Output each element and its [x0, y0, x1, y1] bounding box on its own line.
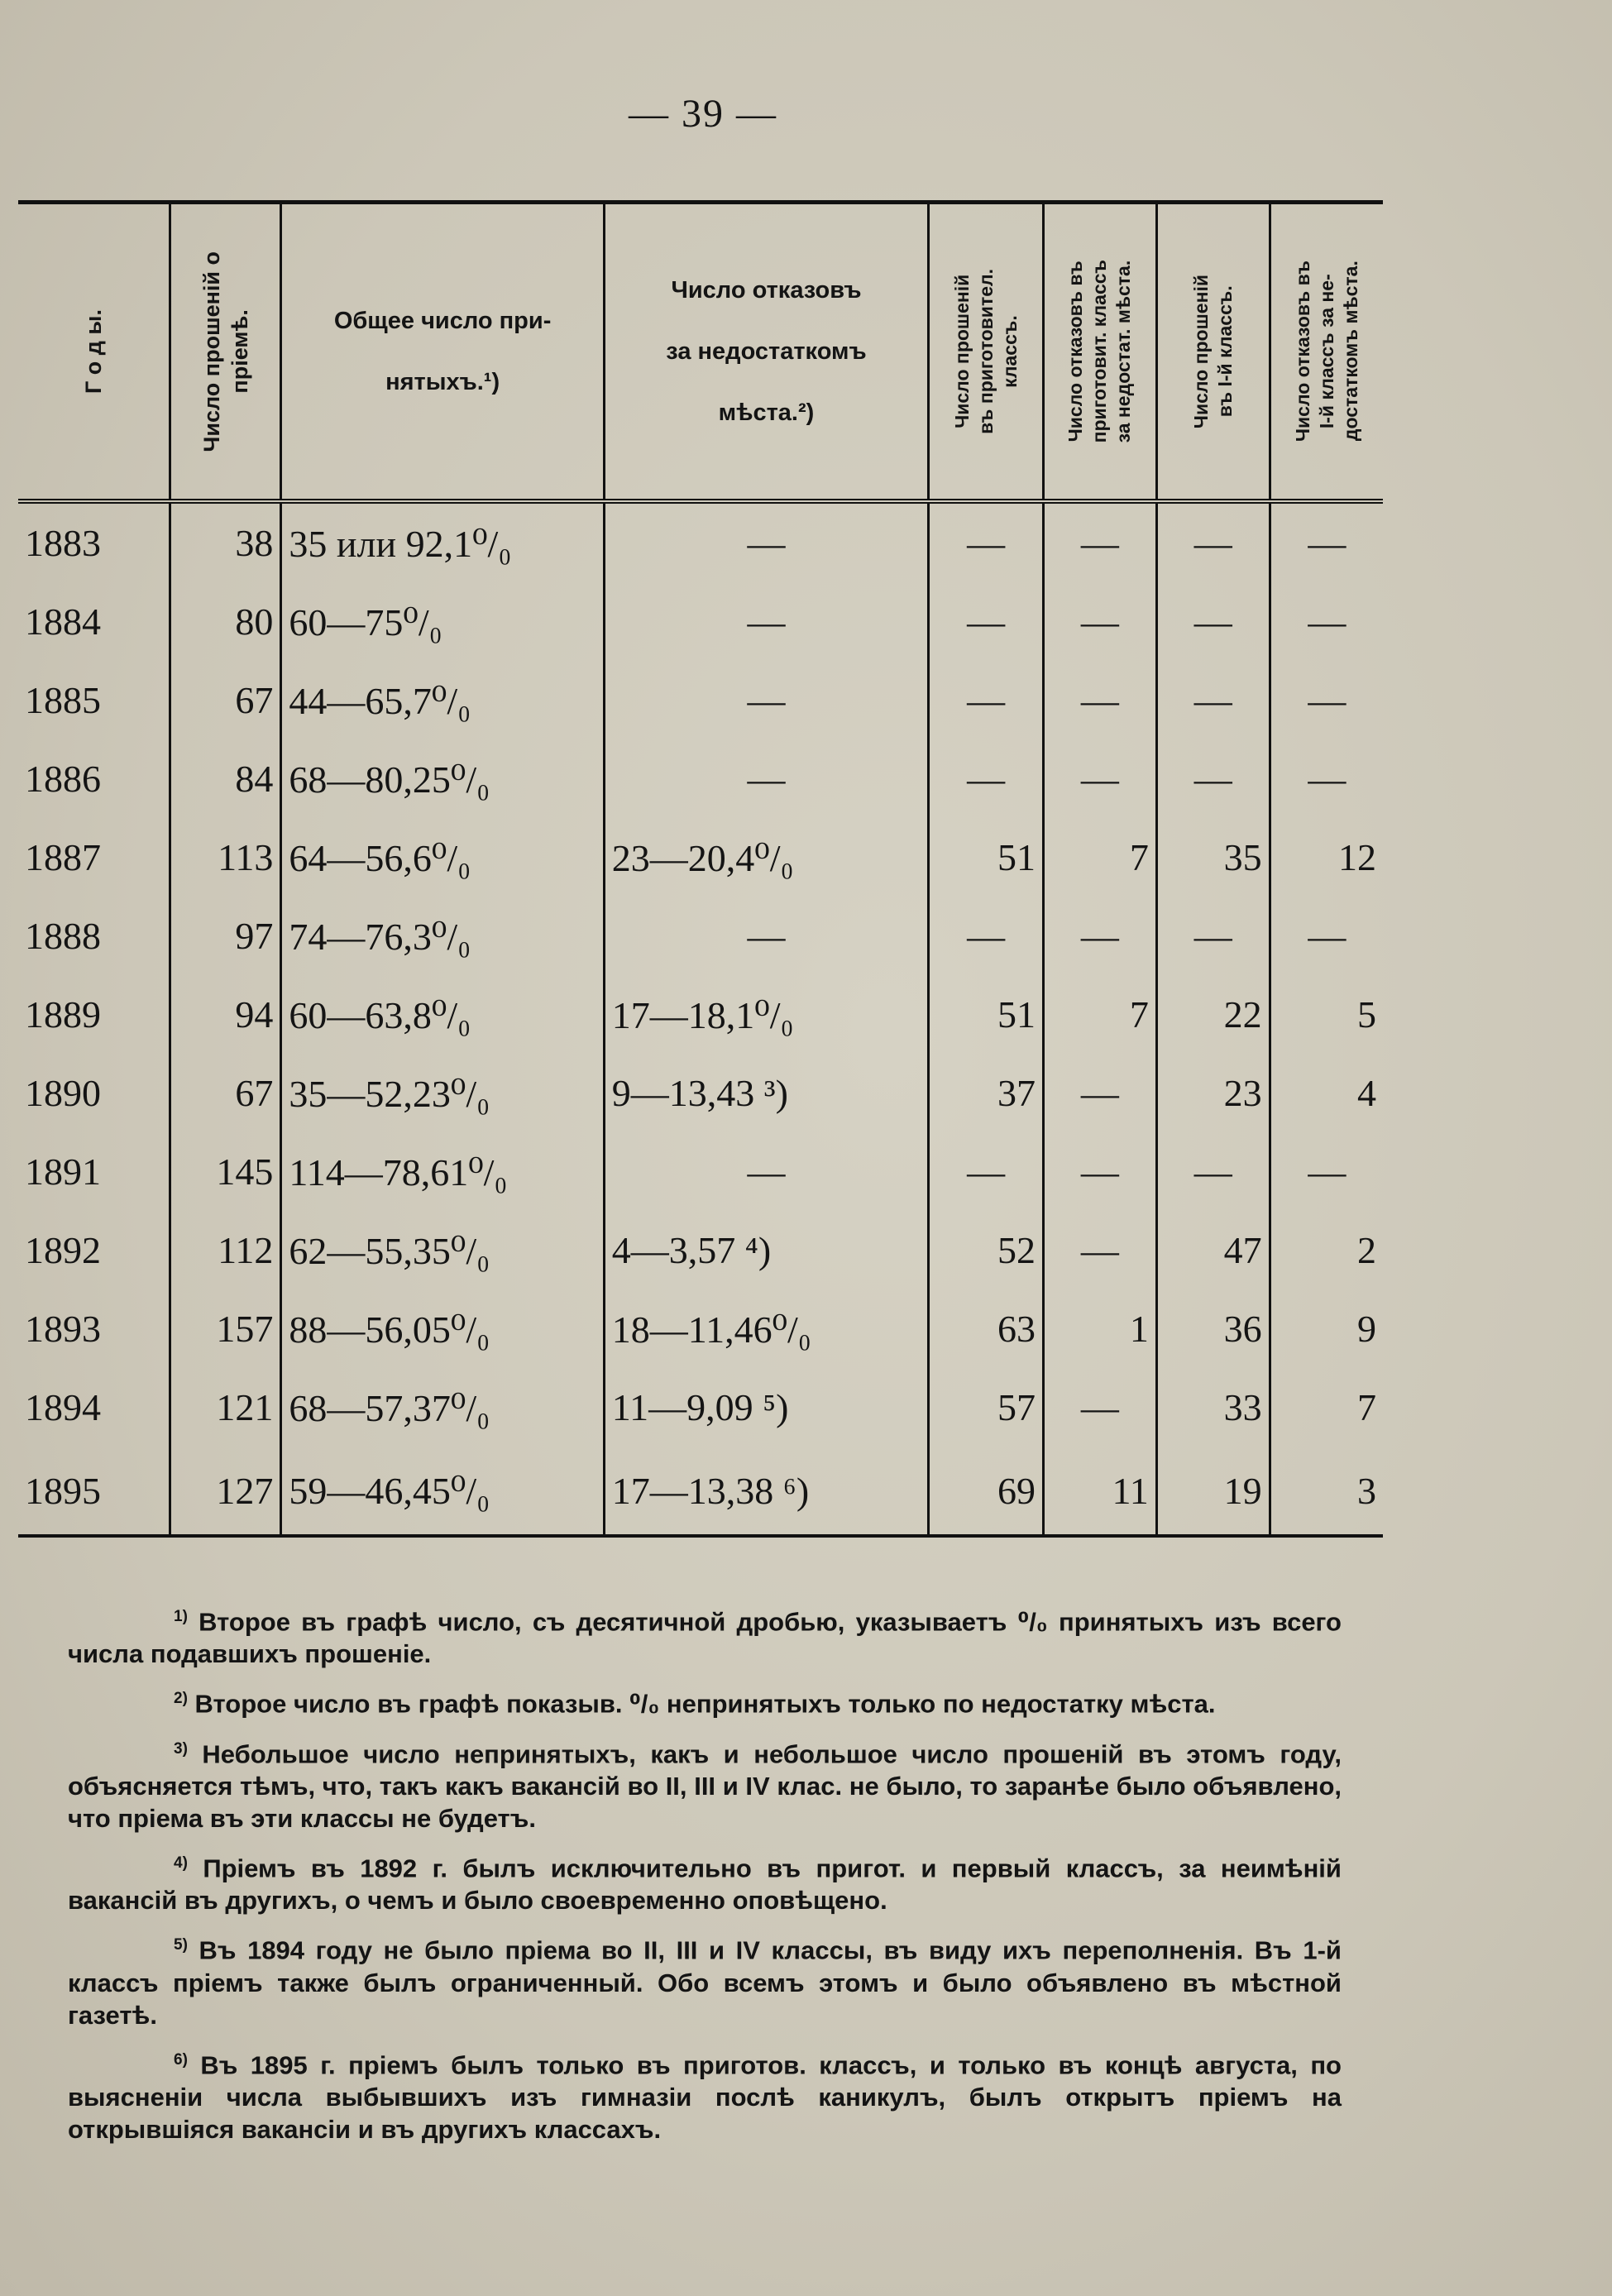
cell-admitted: 74—76,3⁰/₀ — [281, 897, 604, 975]
cell-refusals: 9—13,43 ³) — [604, 1054, 928, 1132]
cell-refusals: 17—18,1⁰/₀ — [604, 975, 928, 1054]
cell-first-applications: — — [1156, 1132, 1270, 1211]
cell-first-refusals: 5 — [1357, 993, 1376, 1036]
cell-year: 1892 — [18, 1211, 170, 1289]
table-row — [18, 739, 1383, 818]
cell-prep-refusals: — — [1043, 501, 1156, 582]
cell-first-applications: — — [1156, 661, 1270, 739]
cell-admitted: 64—56,6⁰/₀ — [281, 818, 604, 897]
cell-refusals: 17—13,38 ⁶) — [604, 1447, 928, 1536]
cell-admitted: 60—63,8⁰/₀ — [281, 975, 604, 1054]
cell-prep-applications: — — [929, 1132, 1044, 1211]
cell-first-applications: — — [1156, 582, 1270, 661]
table-row — [18, 1447, 1383, 1536]
cell-year: 1888 — [18, 897, 170, 975]
cell-year: 1883 — [18, 501, 170, 582]
cell-first-refusals: — — [1308, 758, 1347, 800]
footnote-text: Въ 1895 г. пріемъ былъ только въ приготов. классъ, и только въ концѣ августа, по выясненіи числа выбывшихъ изъ гимназіи послѣ каникулъ, былъ открытъ пріемъ на открывшіяся вакансіи и въ другихъ классахъ. — [68, 2050, 1342, 2144]
cell-year: 1887 — [18, 818, 170, 897]
cell-applications: 113 — [170, 818, 281, 897]
cell-prep-applications: 69 — [929, 1447, 1044, 1536]
cell-prep-applications: 63 — [929, 1289, 1044, 1368]
footnote — [68, 1929, 1342, 2031]
cell-prep-refusals: — — [1043, 661, 1156, 739]
cell-prep-refusals: — — [1043, 1054, 1156, 1132]
cell-applications: 121 — [170, 1368, 281, 1447]
cell-refusals: 11—9,09 ⁵) — [604, 1368, 928, 1447]
header-years: Г о д ы. — [18, 203, 170, 502]
cell-refusals: — — [604, 501, 928, 582]
cell-applications: 80 — [170, 582, 281, 661]
cell-first-refusals: 4 — [1357, 1072, 1376, 1114]
cell-prep-refusals: 7 — [1043, 818, 1156, 897]
cell-admitted: 62—55,35⁰/₀ — [281, 1211, 604, 1289]
footnote-text: Второе число въ графѣ показыв. ⁰/₀ непринятыхъ только по недостатку мѣста. — [194, 1689, 1216, 1719]
table-row — [18, 1054, 1383, 1132]
footnotes — [68, 1600, 1342, 2158]
footnote — [68, 1682, 1342, 1720]
page-number: — 39 — — [629, 92, 777, 136]
cell-prep-refusals: 11 — [1043, 1447, 1156, 1536]
footnote-text: Въ 1894 году не было пріема во II, III и IV классы, въ виду ихъ переполненія. Въ 1-й классъ пріемъ также былъ ограниченный. Обо всемъ этомъ и было объявлено въ мѣстной газетѣ. — [68, 1935, 1342, 2030]
cell-admitted: 59—46,45⁰/₀ — [281, 1447, 604, 1536]
cell-year: 1893 — [18, 1289, 170, 1368]
cell-first-applications: 19 — [1156, 1447, 1270, 1536]
cell-first-refusals: — — [1308, 522, 1347, 564]
table-row — [18, 1289, 1383, 1368]
footnote-mark: 5) — [174, 1936, 188, 1954]
admissions-table — [18, 200, 1383, 1538]
header-first-class-applications: Число прошеній въ І-й классъ. — [1156, 203, 1270, 502]
table-row — [18, 661, 1383, 739]
cell-year: 1891 — [18, 1132, 170, 1211]
cell-admitted: 44—65,7⁰/₀ — [281, 661, 604, 739]
cell-refusals: — — [604, 582, 928, 661]
cell-admitted: 35 или 92,1⁰/₀ — [281, 501, 604, 582]
cell-prep-applications: — — [929, 501, 1044, 582]
cell-applications: 145 — [170, 1132, 281, 1211]
table-row — [18, 975, 1383, 1054]
cell-admitted: 114—78,61⁰/₀ — [281, 1132, 604, 1211]
cell-first-applications: — — [1156, 739, 1270, 818]
cell-first-applications: 23 — [1156, 1054, 1270, 1132]
footnote — [68, 2044, 1342, 2145]
cell-year: 1890 — [18, 1054, 170, 1132]
cell-refusals: — — [604, 739, 928, 818]
cell-applications: 112 — [170, 1211, 281, 1289]
cell-refusals: 23—20,4⁰/₀ — [604, 818, 928, 897]
cell-applications: 127 — [170, 1447, 281, 1536]
cell-admitted: 68—80,25⁰/₀ — [281, 739, 604, 818]
cell-applications: 97 — [170, 897, 281, 975]
header-prep-applications: Число прошеній въ приготовител. классъ. — [929, 203, 1044, 502]
cell-prep-refusals: — — [1043, 582, 1156, 661]
cell-admitted: 35—52,23⁰/₀ — [281, 1054, 604, 1132]
footnote-text: Пріемъ въ 1892 г. былъ исключительно въ пригот. и первый классъ, за неимѣній вакансій въ другихъ, о чемъ и было своевременно оповѣщено. — [68, 1854, 1342, 1916]
cell-first-refusals: 7 — [1357, 1386, 1376, 1428]
table-row — [18, 582, 1383, 661]
footnote-mark: 1) — [174, 1608, 188, 1625]
cell-prep-applications: 52 — [929, 1211, 1044, 1289]
header-refusals: Число отказовъ за недостаткомъ мѣста.²) — [604, 203, 928, 502]
footnote-mark: 3) — [174, 1739, 188, 1758]
cell-first-refusals: — — [1308, 1150, 1347, 1193]
cell-first-applications: 22 — [1156, 975, 1270, 1054]
table-body — [18, 501, 1383, 1536]
cell-year: 1895 — [18, 1447, 170, 1536]
cell-admitted: 88—56,05⁰/₀ — [281, 1289, 604, 1368]
cell-prep-refusals: — — [1043, 739, 1156, 818]
cell-prep-applications: — — [929, 661, 1044, 739]
cell-first-refusals: 3 — [1270, 1447, 1383, 1536]
cell-prep-applications: — — [929, 739, 1044, 818]
header-first-class-refusals: Число отказовъ въ І-й классъ за не- достаткомъ мѣста. — [1270, 203, 1383, 502]
cell-admitted: 60—75⁰/₀ — [281, 582, 604, 661]
cell-admitted: 68—57,37⁰/₀ — [281, 1368, 604, 1447]
cell-prep-applications: 57 — [929, 1368, 1044, 1447]
footnote-text: Второе въ графѣ число, съ десятичной дробью, указываетъ ⁰/₀ принятыхъ изъ всего числа подавшихъ прошеніе. — [68, 1607, 1342, 1669]
cell-refusals: 4—3,57 ⁴) — [604, 1211, 928, 1289]
cell-first-refusals: 9 — [1357, 1308, 1376, 1350]
footnote — [68, 1847, 1342, 1916]
cell-prep-refusals: — — [1043, 1368, 1156, 1447]
cell-first-refusals: 12 — [1338, 836, 1376, 878]
cell-refusals: 18—11,46⁰/₀ — [604, 1289, 928, 1368]
cell-prep-applications: — — [929, 897, 1044, 975]
table-row — [18, 897, 1383, 975]
footnote — [68, 1600, 1342, 1670]
footnote-mark: 6) — [174, 2050, 188, 2069]
table-row — [18, 818, 1383, 897]
cell-prep-applications: — — [929, 582, 1044, 661]
table-row — [18, 1132, 1383, 1211]
cell-prep-applications: 51 — [929, 818, 1044, 897]
cell-applications: 157 — [170, 1289, 281, 1368]
cell-prep-refusals: — — [1043, 897, 1156, 975]
cell-applications: 67 — [170, 1054, 281, 1132]
cell-first-refusals: — — [1308, 600, 1347, 643]
footnote-mark: 2) — [174, 1690, 188, 1708]
cell-prep-applications: 51 — [929, 975, 1044, 1054]
cell-prep-applications: 37 — [929, 1054, 1044, 1132]
cell-prep-refusals: 1 — [1043, 1289, 1156, 1368]
cell-year: 1889 — [18, 975, 170, 1054]
table-row — [18, 501, 1383, 582]
cell-first-refusals: 2 — [1357, 1229, 1376, 1271]
cell-year: 1885 — [18, 661, 170, 739]
table-row — [18, 1211, 1383, 1289]
cell-first-refusals: — — [1308, 915, 1347, 957]
cell-first-applications: — — [1156, 501, 1270, 582]
cell-first-applications: 35 — [1156, 818, 1270, 897]
cell-first-applications: 47 — [1156, 1211, 1270, 1289]
table-header-row — [18, 203, 1383, 502]
cell-first-refusals: — — [1308, 679, 1347, 721]
cell-year: 1894 — [18, 1368, 170, 1447]
cell-applications: 84 — [170, 739, 281, 818]
cell-first-applications: — — [1156, 897, 1270, 975]
header-prep-refusals: Число отказовъ въ приготовит. классъ за недостат. мѣста. — [1043, 203, 1156, 502]
header-applications: Число прошеній о пріемѣ. — [170, 203, 281, 502]
cell-refusals: — — [604, 1132, 928, 1211]
cell-applications: 67 — [170, 661, 281, 739]
cell-refusals: — — [604, 897, 928, 975]
cell-first-applications: 33 — [1156, 1368, 1270, 1447]
cell-year: 1886 — [18, 739, 170, 818]
cell-refusals: — — [604, 661, 928, 739]
cell-first-applications: 36 — [1156, 1289, 1270, 1368]
cell-year: 1884 — [18, 582, 170, 661]
header-total-admitted: Общее число при- нятыхъ.¹) — [281, 203, 604, 502]
cell-prep-refusals: — — [1043, 1132, 1156, 1211]
table-row — [18, 1368, 1383, 1447]
cell-applications: 38 — [170, 501, 281, 582]
cell-applications: 94 — [170, 975, 281, 1054]
footnote-text: Небольшое число непринятыхъ, какъ и небольшое число прошеній въ этомъ году, объясняется тѣмъ, что, такъ какъ вакансій во II, III и IV клас. не было, то заранѣе было объявлено, что пріема въ эти классы не будетъ. — [68, 1739, 1342, 1833]
footnote-mark: 4) — [174, 1854, 188, 1872]
cell-prep-refusals: — — [1043, 1211, 1156, 1289]
cell-prep-refusals: 7 — [1043, 975, 1156, 1054]
footnote — [68, 1733, 1342, 1834]
